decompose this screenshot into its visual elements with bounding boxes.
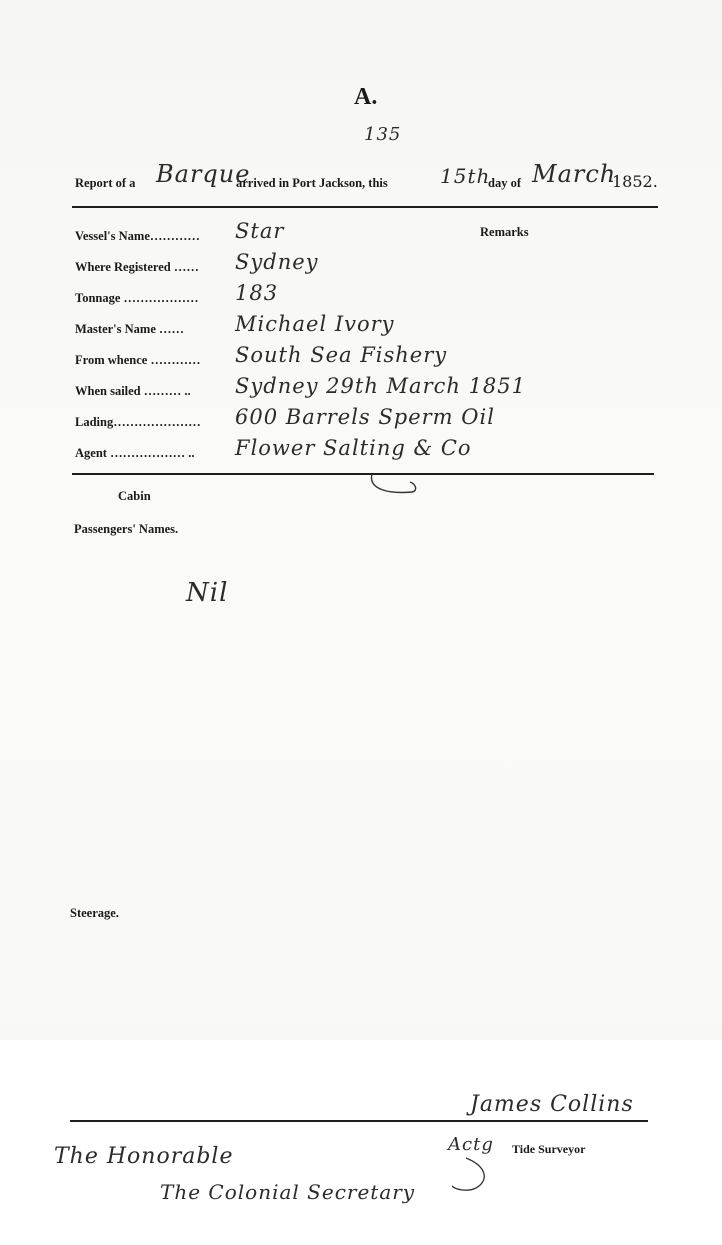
lower-band xyxy=(0,1040,722,1245)
passengers-names-label: Passengers' Names. xyxy=(74,522,179,536)
field-masters-name xyxy=(75,312,655,342)
field-value: Sydney xyxy=(235,250,319,274)
steerage-label: Steerage. xyxy=(70,906,119,920)
field-value: 183 xyxy=(235,281,279,305)
arrival-year: 1852. xyxy=(612,172,658,191)
field-label: Agent ……………… .. xyxy=(75,446,195,460)
arrival-month: March xyxy=(532,160,617,188)
cabin-label: Cabin xyxy=(118,489,151,503)
footer-rule xyxy=(70,1120,648,1122)
field-label: From whence ………… xyxy=(75,353,201,367)
field-label: When sailed ……… .. xyxy=(75,384,191,398)
report-prefix: Report of a xyxy=(75,176,136,190)
form-letter: A. xyxy=(354,84,378,110)
field-vessel-name xyxy=(75,219,655,249)
field-label: Master's Name …… xyxy=(75,322,184,336)
field-value: Sydney 29th March 1851 xyxy=(235,374,527,398)
vessel-type: Barque xyxy=(156,160,251,188)
field-value: South Sea Fishery xyxy=(235,343,448,367)
field-when-sailed xyxy=(75,374,655,404)
page-number: 135 xyxy=(364,124,402,145)
acting-abbreviation: Actg xyxy=(448,1134,494,1155)
flourish-mark xyxy=(360,460,440,500)
addressee-line-2: The Colonial Secretary xyxy=(160,1180,416,1204)
field-where-registered xyxy=(75,250,655,280)
field-tonnage xyxy=(75,281,655,311)
field-from-whence xyxy=(75,343,655,373)
field-lading xyxy=(75,405,655,435)
header-rule xyxy=(72,206,658,208)
cabin-entry: Nil xyxy=(186,578,229,608)
addressee-line-1: The Honorable xyxy=(54,1144,234,1169)
day-of-text: day of xyxy=(488,176,521,190)
arrival-day: 15th xyxy=(440,164,491,188)
field-value: Michael Ivory xyxy=(235,312,395,336)
field-label: Lading………………… xyxy=(75,415,201,429)
field-value: Flower Salting & Co xyxy=(235,436,472,460)
field-value: Star xyxy=(235,219,285,243)
field-value: 600 Barrels Sperm Oil xyxy=(235,405,495,429)
arrived-text: arrived in Port Jackson, this xyxy=(236,176,388,190)
field-label: Vessel's Name………… xyxy=(75,229,200,243)
field-label: Tonnage ……………… xyxy=(75,291,199,305)
surveyor-signature: James Collins xyxy=(470,1092,634,1117)
tide-surveyor-title: Tide Surveyor xyxy=(512,1142,586,1156)
remarks-label: Remarks xyxy=(480,225,529,239)
signature-flourish xyxy=(446,1150,506,1200)
field-label: Where Registered …… xyxy=(75,260,199,274)
